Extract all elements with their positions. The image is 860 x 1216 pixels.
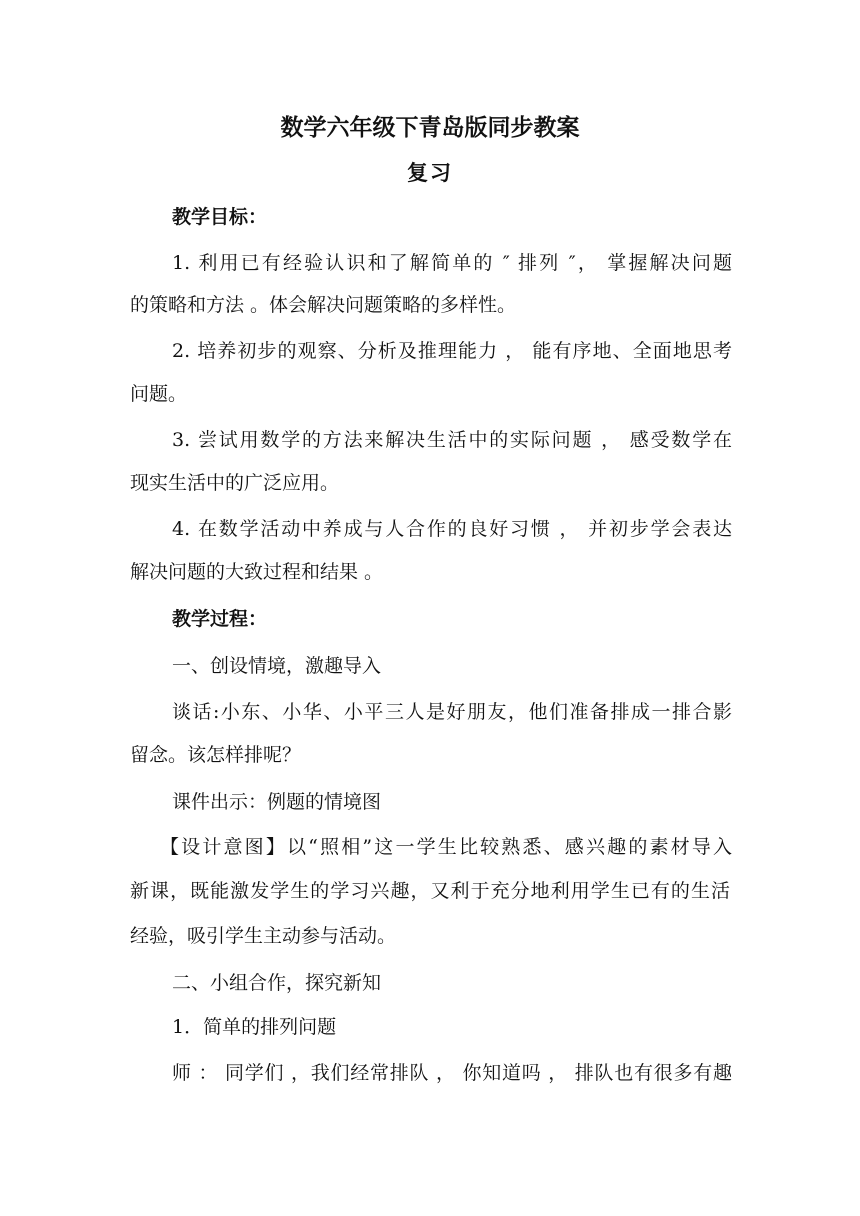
document-title: 数学六年级下青岛版同步教案 <box>280 115 580 141</box>
goal-3-line-2: 现实生活中的广泛应用。 <box>130 472 340 494</box>
talk-line-2: 留念。该怎样排呢？ <box>130 744 302 766</box>
goal-2-line-1: 2. 培养初步的观察、分析及推理能力 ， 能有序地、全面地思考 <box>172 340 732 362</box>
talk-line-1: 谈话:小东、小华、小平三人是好朋友，他们准备排成一排合影 <box>172 701 732 723</box>
goal-2-line-2: 问题。 <box>130 383 188 405</box>
heading-goals: 教学目标： <box>172 206 268 228</box>
section-1-heading: 一、创设情境，激趣导入 <box>172 655 382 677</box>
section-2-heading: 二、小组合作，探究新知 <box>172 972 382 994</box>
courseware-line: 课件出示：例题的情境图 <box>172 791 382 813</box>
subsection-1-heading: 1．简单的排列问题 <box>172 1016 337 1038</box>
goal-4-line-1: 4. 在数学活动中养成与人合作的良好习惯 ， 并初步学会表达 <box>172 518 732 540</box>
document-subtitle: 复习 <box>407 160 453 185</box>
goal-1-line-1: 1. 利用已有经验认识和了解简单的 ″ 排列 ″， 掌握解决问题 <box>172 252 732 274</box>
design-intent-line-2: 新课，既能激发学生的学习兴趣，又利于充分地利用学生已有的生活 <box>130 880 730 902</box>
teacher-line: 师 ： 同学们 ，我们经常排队 ， 你知道吗 ， 排队也有很多有趣 <box>172 1062 732 1084</box>
goal-1-line-2: 的策略和方法 。体会解决问题策略的多样性。 <box>130 294 517 316</box>
heading-process: 教学过程： <box>172 608 268 630</box>
design-intent-line-3: 经验，吸引学生主动参与活动。 <box>130 925 397 947</box>
goal-3-line-1: 3. 尝试用数学的方法来解决生活中的实际问题 ， 感受数学在 <box>172 429 732 451</box>
design-intent-line-1: 【设计意图】以“照相”这一学生比较熟悉、感兴趣的素材导入 <box>160 836 732 858</box>
goal-4-line-2: 解决问题的大致过程和结果 。 <box>130 561 384 583</box>
